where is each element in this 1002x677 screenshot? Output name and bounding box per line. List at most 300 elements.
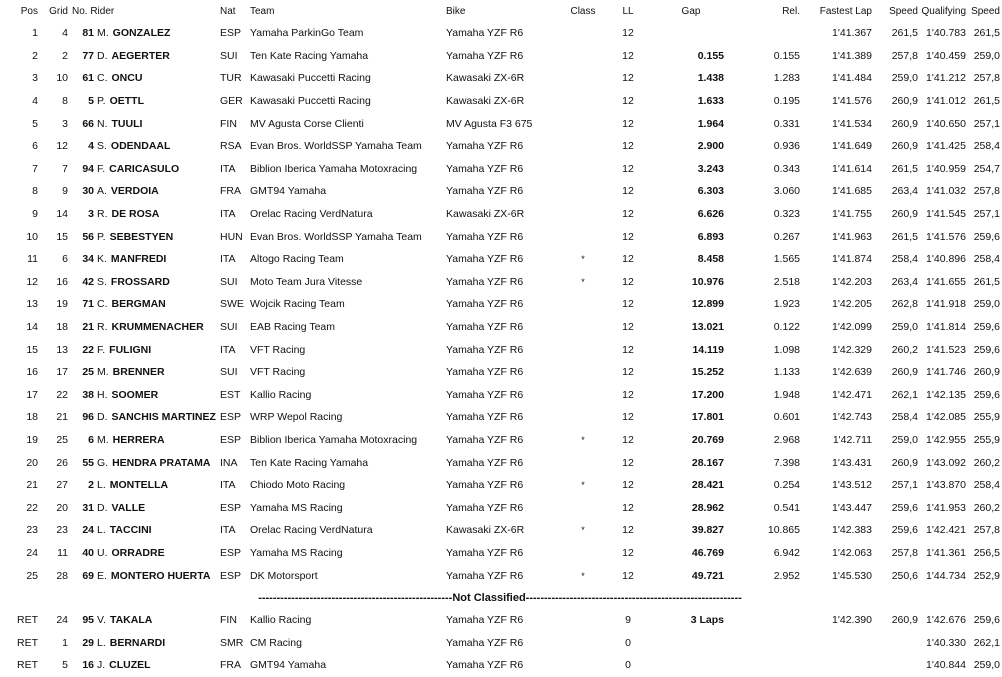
cell-speed: 260,9 (891, 208, 918, 221)
rider-surname: CLUZEL (109, 659, 151, 672)
not-classified-rows (0, 609, 1000, 677)
cell-rel: 0.155 (773, 49, 800, 62)
cell-speed: 259,6 (891, 524, 918, 537)
rider-initial: V. (97, 614, 106, 627)
cell-qualifying-speed: 254,7 (973, 162, 1000, 175)
cell-rel: 0.195 (773, 95, 800, 108)
cell-grid: 5 (62, 659, 68, 672)
cell-class (566, 631, 600, 654)
table-row (0, 429, 1000, 452)
cell-qualifying-speed: 258,4 (973, 140, 1000, 153)
cell-class (566, 338, 600, 361)
cell-pos: 7 (32, 162, 38, 175)
rider-initial: L. (97, 636, 106, 649)
cell-ll: 12 (622, 569, 634, 582)
cell-qualifying-speed: 261,5 (973, 95, 1000, 108)
cell-nat: SUI (220, 275, 238, 288)
cell-class (566, 406, 600, 429)
cell-speed: 260,9 (891, 456, 918, 469)
cell-fastest-lap: 1'41.963 (832, 230, 872, 243)
cell-nat: ITA (220, 479, 236, 492)
cell-pos: RET (17, 636, 38, 649)
cell-rel: 6.942 (773, 546, 800, 559)
rider-initial: P. (97, 230, 106, 243)
cell-rel: 1.565 (773, 253, 800, 266)
cell-bike: Kawasaki ZX-6R (446, 524, 525, 537)
cell-qualifying: 1'42.135 (926, 388, 966, 401)
cell-rel (726, 22, 800, 45)
cell-qualifying: 1'43.092 (926, 456, 966, 469)
rider-initial: R. (97, 321, 108, 334)
cell-bike: Yamaha YZF R6 (446, 230, 524, 243)
cell-gap: 0.155 (697, 49, 724, 62)
rider-surname: VALLE (111, 501, 146, 514)
cell-pos: 3 (32, 72, 38, 85)
cell-class (566, 496, 600, 519)
rider-surname: MANFREDI (110, 253, 167, 266)
cell-bike: Yamaha YZF R6 (446, 388, 524, 401)
table-row (0, 90, 1000, 113)
cell-bike: Yamaha YZF R6 (446, 569, 524, 582)
cell-grid: 22 (56, 388, 68, 401)
cell-ll: 12 (622, 140, 634, 153)
cell-gap (656, 654, 726, 677)
cell-class (566, 112, 600, 135)
cell-number: 25 (82, 366, 94, 379)
rider-surname: FULIGNI (109, 343, 152, 356)
rider-initial: S. (97, 275, 107, 288)
cell-nat: ITA (220, 208, 236, 221)
rider-surname: DE ROSA (111, 208, 160, 221)
cell-grid: 16 (56, 275, 68, 288)
cell-number: 34 (82, 253, 94, 266)
rider-surname: FROSSARD (110, 275, 170, 288)
cell-class: * (581, 570, 585, 581)
cell-rel: 10.865 (767, 524, 800, 537)
cell-fastest-lap (800, 654, 872, 677)
rider-surname: OETTL (109, 95, 144, 108)
cell-qualifying-speed: 259,6 (973, 614, 1000, 627)
cell-team: Yamaha MS Racing (250, 546, 343, 559)
rider-surname: SANCHIS MARTINEZ (111, 411, 216, 424)
cell-number: 94 (82, 162, 94, 175)
cell-gap (656, 631, 726, 654)
cell-speed: 263,4 (891, 185, 918, 198)
cell-fastest-lap: 1'42.639 (832, 366, 872, 379)
cell-class (566, 361, 600, 384)
not-classified-divider (0, 587, 1000, 609)
cell-grid: 6 (62, 253, 68, 266)
cell-rel: 0.601 (773, 411, 800, 424)
cell-number: 2 (88, 479, 94, 492)
cell-rider (94, 564, 220, 587)
cell-team: Wojcik Racing Team (250, 298, 345, 311)
cell-qualifying: 1'42.955 (926, 433, 966, 446)
cell-number: 21 (82, 321, 94, 334)
rider-surname: MONTELLA (109, 479, 169, 492)
cell-rider (94, 474, 220, 497)
cell-nat: ESP (220, 27, 242, 40)
cell-gap: 20.769 (691, 433, 724, 446)
cell-ll: 0 (625, 659, 631, 672)
cell-rel: 1.283 (773, 72, 800, 85)
cell-rel: 2.518 (773, 275, 800, 288)
cell-bike: Kawasaki ZX-6R (446, 95, 525, 108)
cell-nat: ESP (220, 411, 242, 424)
cell-class (566, 384, 600, 407)
cell-rider (94, 519, 220, 542)
cell-team: Ten Kate Racing Yamaha (250, 456, 369, 469)
cell-ll: 12 (622, 456, 634, 469)
cell-rider (94, 112, 220, 135)
cell-qualifying: 1'40.959 (926, 162, 966, 175)
rider-initial: P. (97, 95, 106, 108)
cell-qualifying-speed: 260,2 (973, 456, 1000, 469)
cell-bike: Yamaha YZF R6 (446, 433, 524, 446)
cell-number: 6 (88, 433, 94, 446)
cell-gap: 14.119 (692, 343, 724, 356)
cell-speed (872, 654, 918, 677)
cell-pos: 18 (26, 411, 38, 424)
cell-qualifying-speed: 257,1 (973, 117, 1000, 130)
cell-rider (94, 384, 220, 407)
cell-rider (94, 203, 220, 226)
classified-rows (0, 22, 1000, 587)
cell-nat: SWE (220, 298, 244, 311)
rider-surname: SEBESTYEN (109, 230, 174, 243)
cell-class: * (581, 254, 585, 265)
table-row (0, 338, 1000, 361)
cell-ll: 12 (622, 388, 634, 401)
cell-qualifying: 1'41.523 (926, 343, 966, 356)
cell-rider (94, 135, 220, 158)
rider-surname: KRUMMENACHER (111, 321, 204, 334)
cell-pos: 14 (26, 321, 38, 334)
cell-qualifying: 1'41.814 (926, 321, 966, 334)
cell-class (566, 654, 600, 677)
cell-fastest-lap: 1'41.534 (832, 117, 872, 130)
cell-grid: 26 (56, 456, 68, 469)
cell-qualifying-speed: 255,9 (973, 433, 1000, 446)
rider-initial: L. (97, 524, 106, 537)
cell-rel: 0.541 (773, 501, 800, 514)
cell-qualifying-speed: 252,9 (973, 569, 1000, 582)
cell-grid: 25 (56, 433, 68, 446)
rider-surname: HENDRA PRATAMA (112, 456, 211, 469)
cell-team: Kawasaki Puccetti Racing (250, 72, 371, 85)
cell-speed: 261,5 (891, 162, 918, 175)
cell-fastest-lap: 1'41.755 (832, 208, 872, 221)
cell-fastest-lap: 1'45.530 (832, 569, 872, 582)
table-row (0, 293, 1000, 316)
cell-number: 29 (82, 636, 94, 649)
cell-speed: 257,8 (891, 546, 918, 559)
cell-ll: 12 (622, 321, 634, 334)
cell-grid: 13 (56, 343, 68, 356)
cell-number: 71 (82, 298, 94, 311)
cell-qualifying: 1'42.085 (926, 411, 966, 424)
cell-ll: 12 (622, 298, 634, 311)
cell-number: 81 (82, 27, 94, 40)
cell-qualifying: 1'41.545 (926, 208, 966, 221)
rider-initial: J. (97, 659, 106, 672)
cell-team: Evan Bros. WorldSSP Yamaha Team (250, 140, 422, 153)
table-row (0, 542, 1000, 565)
cell-speed: 260,9 (891, 140, 918, 153)
cell-qualifying-speed: 259,0 (973, 298, 1000, 311)
cell-rel: 1.923 (773, 298, 800, 311)
cell-number: 24 (82, 524, 94, 537)
cell-qualifying-speed: 260,2 (973, 501, 1000, 514)
header-qualifying: Qualifying (921, 5, 966, 17)
cell-rider (94, 338, 220, 361)
cell-rel (726, 609, 800, 632)
cell-fastest-lap: 1'42.743 (832, 411, 872, 424)
cell-number: 40 (82, 546, 94, 559)
cell-number: 66 (82, 117, 94, 130)
cell-rider (94, 406, 220, 429)
cell-grid: 14 (56, 208, 68, 221)
cell-grid: 11 (57, 546, 68, 559)
cell-gap: 39.827 (691, 524, 724, 537)
cell-grid: 9 (62, 185, 68, 198)
cell-pos: 17 (26, 388, 38, 401)
cell-rel: 0.331 (773, 117, 800, 130)
rider-surname: BERGMAN (111, 298, 166, 311)
cell-fastest-lap: 1'41.576 (832, 95, 872, 108)
cell-team: CM Racing (250, 636, 302, 649)
rider-surname: BERNARDI (109, 636, 166, 649)
cell-bike: Yamaha YZF R6 (446, 140, 524, 153)
cell-qualifying-speed: 258,4 (973, 479, 1000, 492)
cell-bike: Yamaha YZF R6 (446, 614, 524, 627)
cell-number: 5 (88, 95, 94, 108)
cell-gap: 6.303 (697, 185, 724, 198)
cell-qualifying-speed: 259,6 (973, 388, 1000, 401)
cell-class (566, 45, 600, 68)
cell-rider (94, 67, 220, 90)
table-row (0, 496, 1000, 519)
cell-pos: 6 (32, 140, 38, 153)
cell-bike: Yamaha YZF R6 (446, 456, 524, 469)
cell-rel: 0.323 (773, 208, 800, 221)
table-row (0, 564, 1000, 587)
cell-pos: RET (17, 659, 38, 672)
cell-qualifying: 1'41.746 (926, 366, 966, 379)
cell-fastest-lap: 1'42.203 (832, 275, 872, 288)
cell-ll: 12 (622, 479, 634, 492)
cell-bike: Kawasaki ZX-6R (446, 72, 525, 85)
cell-bike: Yamaha YZF R6 (446, 253, 524, 266)
cell-number: 30 (82, 185, 94, 198)
cell-number: 4 (88, 140, 94, 153)
cell-fastest-lap: 1'43.431 (832, 456, 872, 469)
rider-initial: R. (97, 208, 108, 221)
rider-initial: M. (97, 366, 109, 379)
rider-surname: HERRERA (112, 433, 165, 446)
cell-rel: 2.968 (773, 433, 800, 446)
cell-grid: 3 (62, 117, 68, 130)
cell-gap: 1.438 (697, 72, 724, 85)
cell-qualifying: 1'41.918 (926, 298, 966, 311)
cell-rider (94, 45, 220, 68)
cell-gap: 10.976 (691, 275, 724, 288)
cell-ll: 12 (622, 208, 634, 221)
cell-rider (94, 293, 220, 316)
cell-pos: 11 (27, 253, 38, 266)
cell-qualifying: 1'40.844 (926, 659, 966, 672)
cell-pos: 25 (26, 569, 38, 582)
cell-rider (94, 158, 220, 181)
cell-qualifying-speed: 259,6 (973, 230, 1000, 243)
cell-fastest-lap: 1'42.099 (832, 321, 872, 334)
cell-qualifying-speed: 261,5 (973, 27, 1000, 40)
cell-team: GMT94 Yamaha (250, 659, 327, 672)
cell-team: Kallio Racing (250, 388, 312, 401)
cell-bike: Kawasaki ZX-6R (446, 208, 525, 221)
cell-speed: 260,9 (891, 117, 918, 130)
cell-rel (726, 631, 800, 654)
cell-pos: 2 (32, 49, 38, 62)
cell-bike: Yamaha YZF R6 (446, 366, 524, 379)
cell-nat: ESP (220, 546, 242, 559)
rider-initial: H. (97, 388, 108, 401)
cell-rider (94, 271, 220, 294)
cell-gap: 46.769 (691, 546, 724, 559)
cell-qualifying-speed: 257,8 (973, 524, 1000, 537)
rider-surname: ONCU (111, 72, 143, 85)
cell-team: Yamaha ParkinGo Team (250, 27, 364, 40)
cell-class (566, 609, 600, 632)
rider-initial: L. (97, 479, 106, 492)
cell-gap: 8.458 (697, 253, 724, 266)
cell-class: * (581, 480, 585, 491)
cell-team: Altogo Racing Team (250, 253, 344, 266)
table-row (0, 180, 1000, 203)
table-row (0, 67, 1000, 90)
table-row (0, 361, 1000, 384)
cell-pos: 8 (32, 185, 38, 198)
cell-fastest-lap: 1'42.329 (832, 343, 872, 356)
cell-pos: 5 (32, 117, 38, 130)
cell-fastest-lap: 1'41.367 (832, 27, 872, 40)
cell-nat: ITA (220, 253, 236, 266)
cell-qualifying-speed: 257,8 (973, 185, 1000, 198)
cell-qualifying-speed: 257,8 (973, 72, 1000, 85)
cell-nat: FRA (220, 659, 241, 672)
cell-number: 69 (82, 569, 94, 582)
cell-pos: 12 (26, 275, 38, 288)
cell-fastest-lap: 1'43.447 (832, 501, 872, 514)
cell-pos: 23 (26, 524, 38, 537)
cell-gap: 1.964 (697, 117, 724, 130)
rider-surname: GONZALEZ (112, 27, 171, 40)
cell-grid: 27 (56, 479, 68, 492)
table-row (0, 135, 1000, 158)
cell-number: 42 (82, 275, 94, 288)
cell-team: Biblion Iberica Yamaha Motoxracing (250, 433, 418, 446)
rider-surname: CARICASULO (109, 162, 180, 175)
cell-rider (94, 654, 220, 677)
cell-team: MV Agusta Corse Clienti (250, 117, 364, 130)
cell-nat: ITA (220, 524, 236, 537)
cell-ll: 12 (622, 546, 634, 559)
cell-qualifying: 1'40.896 (926, 253, 966, 266)
cell-gap: 2.900 (697, 140, 724, 153)
table-row (0, 225, 1000, 248)
cell-pos: 13 (26, 298, 38, 311)
cell-nat: ITA (220, 343, 236, 356)
cell-nat: SMR (220, 636, 244, 649)
cell-rel: 2.952 (773, 569, 800, 582)
cell-number: 38 (82, 388, 94, 401)
header-rel: Rel. (782, 5, 800, 17)
cell-gap: 28.421 (691, 479, 724, 492)
cell-class (566, 316, 600, 339)
cell-fastest-lap (800, 631, 872, 654)
cell-fastest-lap: 1'42.383 (832, 524, 872, 537)
cell-team: Orelac Racing VerdNatura (250, 208, 373, 221)
header-grid: Grid (49, 5, 68, 17)
cell-speed: 259,0 (891, 321, 918, 334)
cell-rider (94, 609, 220, 632)
cell-bike: Yamaha YZF R6 (446, 411, 524, 424)
cell-fastest-lap: 1'41.389 (832, 49, 872, 62)
rider-initial: D. (97, 501, 108, 514)
rider-initial: G. (97, 456, 109, 469)
cell-qualifying: 1'41.953 (926, 501, 966, 514)
rider-initial: D. (97, 411, 108, 424)
cell-gap (656, 22, 726, 45)
cell-class (566, 67, 600, 90)
cell-gap: 49.721 (691, 569, 724, 582)
cell-ll: 12 (622, 185, 634, 198)
cell-class: * (581, 276, 585, 287)
cell-class (566, 203, 600, 226)
cell-nat: ESP (220, 501, 242, 514)
cell-speed: 260,2 (891, 343, 918, 356)
cell-class (566, 180, 600, 203)
cell-speed: 258,4 (891, 253, 918, 266)
cell-speed (872, 631, 918, 654)
table-row (0, 248, 1000, 271)
cell-rider (94, 225, 220, 248)
cell-rel: 0.936 (773, 140, 800, 153)
cell-qualifying: 1'40.330 (926, 636, 966, 649)
cell-rel: 0.254 (773, 479, 800, 492)
table-row (0, 22, 1000, 45)
cell-speed: 259,0 (891, 433, 918, 446)
cell-fastest-lap: 1'43.512 (832, 479, 872, 492)
table-row (0, 609, 1000, 632)
cell-ll: 12 (622, 162, 634, 175)
cell-grid: 20 (56, 501, 68, 514)
table-row (0, 271, 1000, 294)
cell-grid: 23 (56, 524, 68, 537)
cell-class: * (581, 434, 585, 445)
cell-rider (94, 451, 220, 474)
cell-qualifying-speed: 262,1 (973, 636, 1000, 649)
cell-number: 96 (82, 411, 94, 424)
cell-number: 55 (82, 456, 94, 469)
cell-rel: 0.267 (773, 230, 800, 243)
cell-nat: HUN (220, 230, 243, 243)
cell-class (566, 542, 600, 565)
table-row (0, 112, 1000, 135)
cell-ll: 12 (622, 411, 634, 424)
cell-gap: 13.021 (691, 321, 724, 334)
cell-bike: Yamaha YZF R6 (446, 321, 524, 334)
